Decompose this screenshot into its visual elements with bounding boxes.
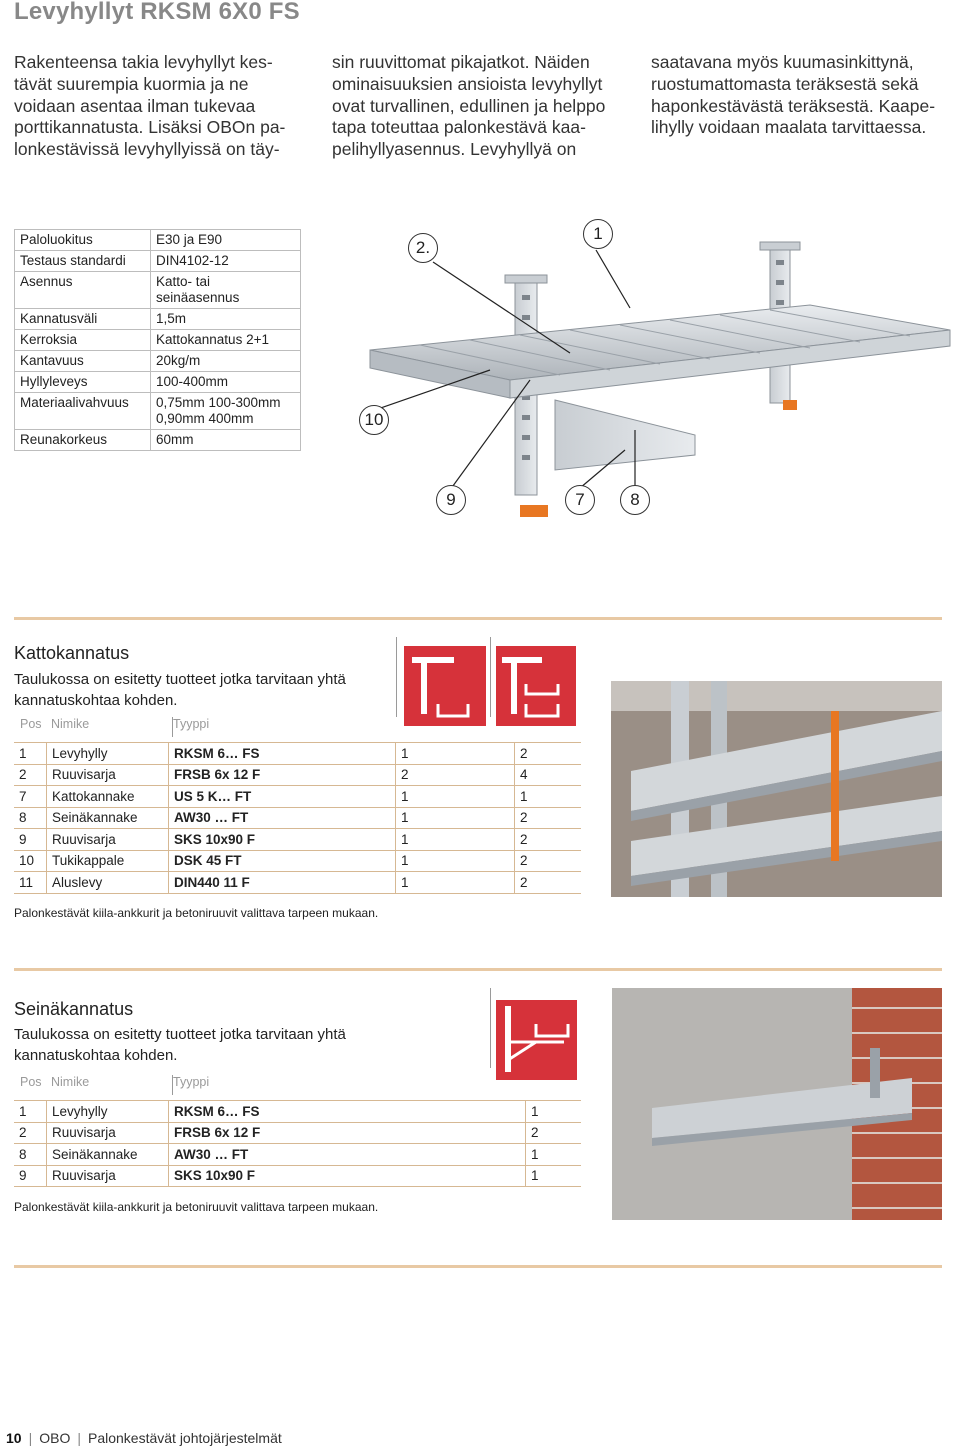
cell-pos: 2 <box>14 764 47 786</box>
cell-pos: 10 <box>14 850 47 872</box>
spec-key: Testaus standardi <box>15 251 151 272</box>
table-row <box>14 1101 581 1123</box>
section-divider <box>14 968 942 971</box>
spec-value: 1,5m <box>151 309 301 330</box>
ceiling-installation-photo <box>611 681 942 897</box>
spec-value: 20kg/m <box>151 351 301 372</box>
footer-text: Palonkestävät johtojärjestelmät <box>87 1430 282 1446</box>
cell-qty-a: 1 <box>396 786 515 808</box>
header-pos: Pos <box>20 1075 42 1089</box>
header-type: Tyyppi <box>173 1075 210 1089</box>
cell-qty-b: 2 <box>515 743 582 765</box>
table-row <box>14 786 581 808</box>
cell-qty-b: 1 <box>515 786 582 808</box>
table-row <box>14 1165 581 1187</box>
spec-value: 60mm <box>151 430 301 451</box>
cell-type: DSK 45 FT <box>169 850 396 872</box>
cell-qty-a: 1 <box>396 807 515 829</box>
cell-qty-b: 2 <box>515 807 582 829</box>
section-divider <box>14 617 942 620</box>
footer-brand: OBO <box>39 1430 71 1446</box>
section-separator <box>490 637 491 717</box>
header-name: Nimike <box>51 717 90 731</box>
cell-name: Ruuvisarja <box>47 1122 169 1144</box>
section-divider <box>14 1265 942 1268</box>
spec-value: 100-400mm <box>151 372 301 393</box>
ceiling-mount-icon <box>404 646 486 726</box>
header-name: Nimike <box>51 1075 90 1089</box>
cell-qty-a: 2 <box>396 764 515 786</box>
callout-9: 9 <box>436 485 466 515</box>
cell-qty-b: 4 <box>515 764 582 786</box>
cell-type: RKSM 6… FS <box>169 743 396 765</box>
products-table-wall <box>14 1100 581 1187</box>
cell-qty-a: 1 <box>396 829 515 851</box>
callout-2: 2. <box>408 233 438 263</box>
spec-key: Kannatusväli <box>15 309 151 330</box>
cell-name: Levyhylly <box>47 743 169 765</box>
table-row <box>14 850 581 872</box>
cell-type: AW30 … FT <box>169 807 396 829</box>
table-header <box>14 717 394 737</box>
spec-table <box>14 229 301 451</box>
cell-pos: 2 <box>14 1122 47 1144</box>
spec-row <box>15 372 301 393</box>
table-row <box>14 1144 581 1166</box>
cell-type: US 5 K… FT <box>169 786 396 808</box>
cell-name: Tukikappale <box>47 850 169 872</box>
products-table-ceiling <box>14 742 581 894</box>
table-row <box>14 743 581 765</box>
intro-text-3: saatavana myös kuumasinkittynä, ruostumattomasta teräksestä sekä haponkestävästä teräksestä. Kaape-lihylly voidaan maalata tarvittaessa. <box>651 52 936 138</box>
cell-name: Seinäkannake <box>47 807 169 829</box>
spec-row <box>15 393 301 430</box>
cell-qty-b: 2 <box>515 850 582 872</box>
intro-column-1 <box>14 52 306 161</box>
cell-qty-a: 1 <box>396 872 515 894</box>
spec-key: Materiaalivahvuus <box>15 393 151 430</box>
cell-type: DIN440 11 F <box>169 872 396 894</box>
spec-row <box>15 309 301 330</box>
cell-type: FRSB 6x 12 F <box>169 764 396 786</box>
spec-row <box>15 330 301 351</box>
spec-value: Kattokannatus 2+1 <box>151 330 301 351</box>
cell-pos: 7 <box>14 786 47 808</box>
cell-name: Kattokannake <box>47 786 169 808</box>
spec-value: DIN4102-12 <box>151 251 301 272</box>
ceiling-mount-double-icon <box>496 646 576 726</box>
cell-type: SKS 10x90 F <box>169 829 396 851</box>
spec-value: E30 ja E90 <box>151 230 301 251</box>
cell-qty-b: 2 <box>515 872 582 894</box>
cell-pos: 1 <box>14 743 47 765</box>
cell-qty-a: 1 <box>396 850 515 872</box>
cell-pos: 9 <box>14 829 47 851</box>
cell-name: Ruuvisarja <box>47 764 169 786</box>
page-number: 10 <box>6 1430 22 1446</box>
spec-key: Hyllyleveys <box>15 372 151 393</box>
callout-1: 1 <box>583 219 613 249</box>
spec-row <box>15 230 301 251</box>
cell-qty-a: 2 <box>526 1122 582 1144</box>
footnote: Palonkestävät kiila-ankkurit ja betoniruuvit valittava tarpeen mukaan. <box>14 1200 379 1214</box>
spec-row <box>15 430 301 451</box>
spec-row <box>15 351 301 372</box>
intro-text-2: sin ruuvittomat pikajatkot. Näiden ominaisuuksien ansioista levyhyllyt ovat turvallinen, edullinen ja helppo tapa toteuttaa palonkestävä kaa-pelihyllyasennus. Levyhyllyä on <box>332 52 606 160</box>
spec-key: Paloluokitus <box>15 230 151 251</box>
cell-name: Levyhylly <box>47 1101 169 1123</box>
cell-qty-a: 1 <box>526 1101 582 1123</box>
spec-key: Kerroksia <box>15 330 151 351</box>
section-title-wall: Seinäkannatus <box>14 999 134 1019</box>
table-row <box>14 829 581 851</box>
cell-pos: 11 <box>14 872 47 894</box>
section-separator <box>396 637 397 717</box>
cell-name: Ruuvisarja <box>47 829 169 851</box>
cell-type: FRSB 6x 12 F <box>169 1122 526 1144</box>
table-row <box>14 807 581 829</box>
table-row <box>14 872 581 894</box>
page-title: Levyhyllyt RKSM 6X0 FS <box>14 0 300 25</box>
intro-column-3 <box>651 52 951 139</box>
cell-name: Seinäkannake <box>47 1144 169 1166</box>
page-footer: 10 | OBO | Palonkestävät johtojärjestelmät <box>6 1430 282 1446</box>
callout-7: 7 <box>565 485 595 515</box>
spec-value-line: 0,90mm 400mm <box>156 411 254 426</box>
spec-row <box>15 272 301 309</box>
cell-name: Aluslevy <box>47 872 169 894</box>
cell-qty-b: 2 <box>515 829 582 851</box>
table-header <box>14 1075 394 1095</box>
cell-qty-a: 1 <box>526 1144 582 1166</box>
spec-value-multi <box>151 393 301 430</box>
callout-10: 10 <box>359 405 389 435</box>
spec-value: Katto- tai seinäasennus <box>151 272 301 309</box>
cell-qty-a: 1 <box>526 1165 582 1187</box>
cell-qty-a: 1 <box>396 743 515 765</box>
cell-pos: 1 <box>14 1101 47 1123</box>
section-separator <box>490 988 491 1068</box>
cell-pos: 9 <box>14 1165 47 1187</box>
section-description: Taulukossa on esitetty tuotteet jotka tarvitaan yhtä kannatuskohtaa kohden. <box>14 1026 346 1064</box>
spec-key: Reunakorkeus <box>15 430 151 451</box>
table-row <box>14 764 581 786</box>
callout-8: 8 <box>620 485 650 515</box>
header-pos: Pos <box>20 717 42 731</box>
intro-column-2 <box>332 52 628 161</box>
intro-text-1: Rakenteensa takia levyhyllyt kes-tävät suurempia kuormia ja ne voidaan asentaa ilman tukevaa porttikannatusta. Lisäksi OBOn pa-lonkestävissä levyhyllyissä on täy- <box>14 52 286 160</box>
wall-mount-icon <box>496 1000 577 1080</box>
section-description: Taulukossa on esitetty tuotteet jotka tarvitaan yhtä kannatuskohtaa kohden. <box>14 671 346 709</box>
cell-type: AW30 … FT <box>169 1144 526 1166</box>
footnote: Palonkestävät kiila-ankkurit ja betoniruuvit valittava tarpeen mukaan. <box>14 906 379 920</box>
cell-type: SKS 10x90 F <box>169 1165 526 1187</box>
spec-value-line: 0,75mm 100-300mm <box>156 395 281 410</box>
cell-name: Ruuvisarja <box>47 1165 169 1187</box>
table-row <box>14 1122 581 1144</box>
cell-type: RKSM 6… FS <box>169 1101 526 1123</box>
spec-key: Kantavuus <box>15 351 151 372</box>
header-type: Tyyppi <box>173 717 210 731</box>
cell-pos: 8 <box>14 807 47 829</box>
spec-key: Asennus <box>15 272 151 309</box>
spec-row <box>15 251 301 272</box>
wall-installation-photo <box>612 988 942 1220</box>
section-title-ceiling: Kattokannatus <box>14 643 130 663</box>
cell-pos: 8 <box>14 1144 47 1166</box>
